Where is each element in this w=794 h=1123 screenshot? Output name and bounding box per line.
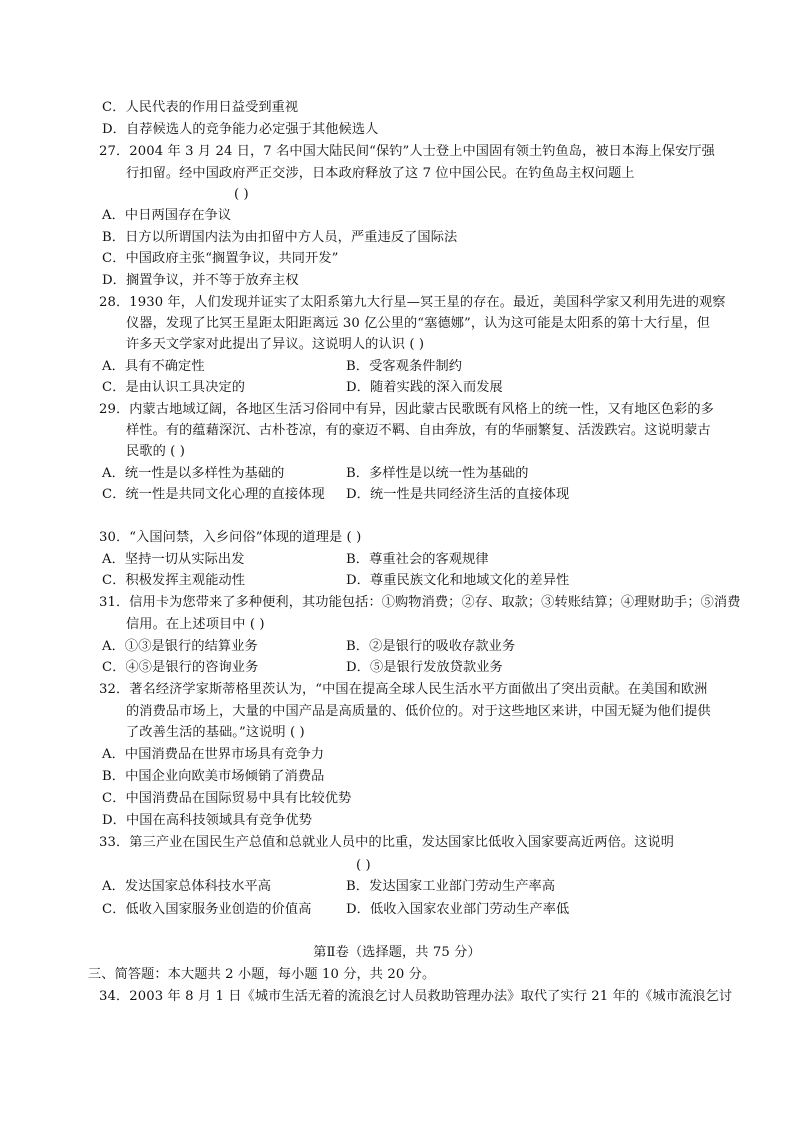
option-c: C．④⑤是银行的咨询业务 [102,660,259,675]
question-27-stem-cont: 行扣留。经中国政府严正交涉，日本政府释放了这 7 位中国公民。在钓鱼岛主权问题上 [126,166,635,181]
option-c: C．统一性是共同文化心理的直接体现 [102,487,325,502]
question-28-stem: 28．1930 年，人们发现并证实了太阳系第九大行星—冥王星的存在。最近，美国科学家又利用先进的观察 [99,295,726,310]
option-a: A．中国消费品在世界市场具有竞争力 [102,747,325,762]
option-c: C．中国消费品在国际贸易中具有比较优势 [102,791,352,806]
option-c: C．中国政府主张“搁置争议，共同开发” [102,251,339,266]
question-32-stem-cont: 的消费品市场上，大量的中国产品是高质量的、低价位的。对于这些地区来讲，中国无疑为他们提供 [126,704,711,719]
question-31-stem: 31．信用卡为您带来了多种便利，其功能包括：①购物消费；②存、取款；③转账结算；④理财助手；⑤消费 [99,595,741,610]
part-2-title: 第Ⅱ卷（选择题，共 75 分） [313,945,481,960]
option-d: D．统一性是共同经济生活的直接体现 [346,487,570,502]
question-33-stem: 33．第三产业在国民生产总值和总就业人员中的比重，发达国家比低收入国家要高近两倍。这说明 [99,835,675,850]
question-34-stem: 34．2003 年 8 月 1 日《城市生活无着的流浪乞讨人员救助管理办法》取代了实行 21 年的《城市流浪乞讨 [99,989,733,1004]
question-32-stem-cont: 了改善生活的基础。”这说明 ( ) [126,725,305,740]
question-29-stem-cont: 样性。有的蕴藉深沉、古朴苍凉，有的豪迈不羁、自由奔放，有的华丽繁复、活泼跌宕。这说明蒙古 [126,423,711,438]
question-31-stem-cont: 信用。在上述项目中 ( ) [126,617,265,632]
question-29-stem: 29．内蒙古地域辽阔，各地区生活习俗同中有异，因此蒙古民歌既有风格上的统一性，又有地区色彩的多 [99,402,714,417]
option-d: D．自荐候选人的竞争能力必定强于其他候选人 [102,122,379,137]
option-d: D．中国在高科技领域具有竞争优势 [102,813,312,828]
option-b: B．②是银行的吸收存款业务 [346,639,516,654]
question-32-stem: 32．著名经济学家斯蒂格里茨认为，“中国在提高全球人民生活水平方面做出了突出贡献。在美国和欧洲 [99,682,708,697]
option-d: D．搁置争议，并不等于放弃主权 [102,273,299,288]
option-b: B．中国企业向欧美市场倾销了消费品 [102,769,325,784]
option-a: A．发达国家总体科技水平高 [102,879,272,894]
question-28-stem-cont: 仪器，发现了比冥王星距太阳距离远 30 亿公里的“塞德娜”，认为这可能是太阳系的第十大行星，但 [126,316,711,331]
option-d: D．⑤是银行发放贷款业务 [346,660,503,675]
question-29-stem-cont: 民歌的 ( ) [126,444,185,459]
option-c: C．低收入国家服务业创造的价值高 [102,902,312,917]
option-d: D．低收入国家农业部门劳动生产率低 [346,902,570,917]
answer-paren: ( ) [356,858,371,873]
option-b: B．多样性是以统一性为基础的 [346,466,529,481]
question-30-stem: 30．“入国问禁，入乡问俗”体现的道理是 ( ) [99,530,362,545]
option-a: A．统一性是以多样性为基础的 [102,466,285,481]
question-28-stem-cont: 许多天文学家对此提出了异议。这说明人的认识 ( ) [126,337,425,352]
option-c: C．是由认识工具决定的 [102,380,246,395]
answer-paren: ( ) [234,187,249,202]
option-d: D．尊重民族文化和地域文化的差异性 [346,573,570,588]
option-b: B．发达国家工业部门劳动生产率高 [346,879,556,894]
option-b: B．尊重社会的客观规律 [346,552,489,567]
option-c: C．积极发挥主观能动性 [102,573,246,588]
option-c: C．人民代表的作用日益受到重视 [102,100,299,115]
option-b: B．日方以所谓国内法为由扣留中方人员，严重违反了国际法 [102,230,458,245]
option-d: D．随着实践的深入而发展 [346,380,503,395]
option-a: A．坚持一切从实际出发 [102,552,245,567]
question-27-stem: 27．2004 年 3 月 24 日，7 名中国大陆民间“保钓”人士登上中国固有领土钓鱼岛，被日本海上保安厅强 [99,144,715,159]
option-a: A．中日两国存在争议 [102,208,232,223]
option-a: A．具有不确定性 [102,359,205,374]
section-heading: 三、简答题：本大题共 2 小题，每小题 10 分，共 20 分。 [88,967,436,982]
option-b: B．受客观条件制约 [346,359,463,374]
option-a: A．①③是银行的结算业务 [102,639,258,654]
